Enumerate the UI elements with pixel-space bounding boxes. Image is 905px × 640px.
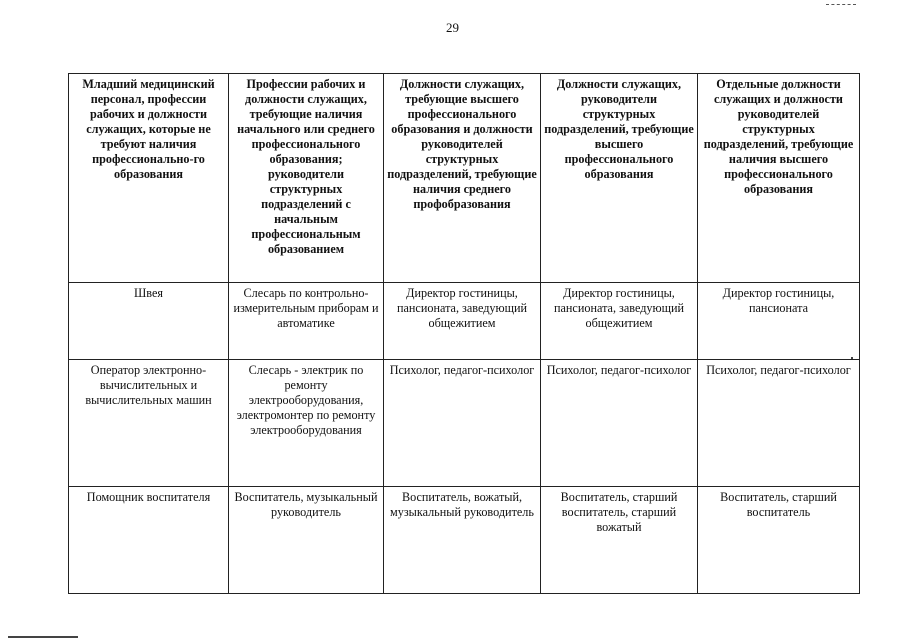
table-header-row [69,74,860,283]
header-cell: Должности служащих, требующие высшего профессионального образования и должности руководителей структурных подразделений, требующие наличия среднего профобразования [384,74,541,283]
header-cell: Отдельные должности служащих и должности руководителей структурных подразделений, требующие наличия высшего профессионального образования [698,74,860,283]
table-cell: Помощник воспитателя [69,487,229,594]
table-row [69,283,860,360]
table-cell: Слесарь - электрик по ремонту электрооборудования, электромонтер по ремонту электрооборудования [229,360,384,487]
table-cell: Воспитатель, старший воспитатель, старший вожатый [541,487,698,594]
scan-speck [851,357,853,359]
header-cell: Профессии рабочих и должности служащих, требующие наличия начального или среднего профессионального образования; руководители структурных подразделений с начальным профессиональным образованием [229,74,384,283]
table-cell: Психолог, педагог-психолог [541,360,698,487]
table-cell: Оператор электронно-вычислительных и вычислительных машин [69,360,229,487]
table-cell: Директор гостиницы, пансионата, заведующий общежитием [384,283,541,360]
scan-edge-mark [8,636,78,638]
table-cell: Психолог, педагог-психолог [698,360,860,487]
table-row [69,360,860,487]
table-cell: Швея [69,283,229,360]
table-cell: Директор гостиницы, пансионата, заведующий общежитием [541,283,698,360]
table-cell: Слесарь по контрольно-измерительным приборам и автоматике [229,283,384,360]
table-cell: Психолог, педагог-психолог [384,360,541,487]
header-cell: Младший медицинский персонал, профессии рабочих и должности служащих, которые не требуют наличия профессионально-го образования [69,74,229,283]
table-cell: Директор гостиницы, пансионата [698,283,860,360]
table-cell: Воспитатель, вожатый, музыкальный руководитель [384,487,541,594]
page-number: 29 [446,20,459,35]
scan-edge-mark [826,4,856,5]
professions-table [68,73,860,594]
header-cell: Должности служащих, руководители структурных подразделений, требующие высшего профессионального образования [541,74,698,283]
table-row [69,487,860,594]
table-cell: Воспитатель, старший воспитатель [698,487,860,594]
table-cell: Воспитатель, музыкальный руководитель [229,487,384,594]
